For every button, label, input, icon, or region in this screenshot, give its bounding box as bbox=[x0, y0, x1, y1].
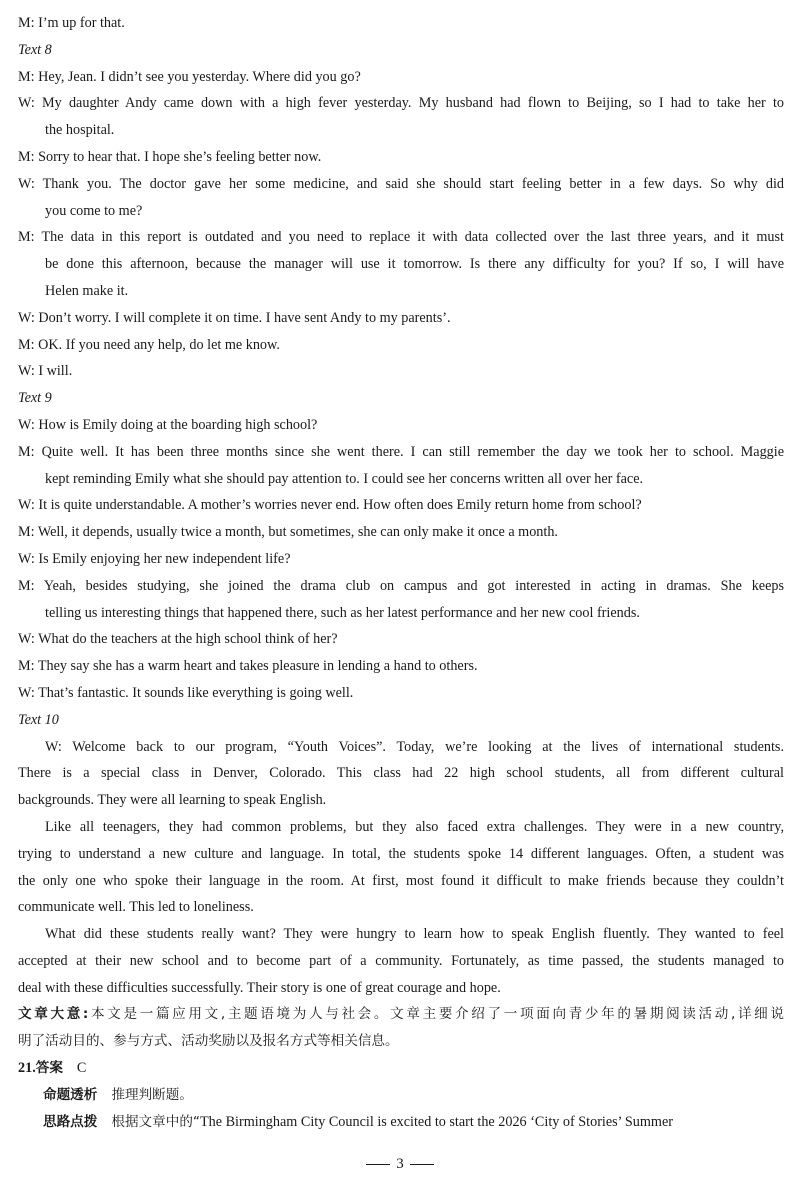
dialogue-line: W: It is quite understandable. A mother’s worries never end. How often does Emily return home from school? bbox=[18, 497, 642, 514]
dialogue-line: M: OK. If you need any help, do let me know. bbox=[18, 336, 280, 353]
dialogue-line: W: I will. bbox=[18, 363, 73, 380]
dialogue-continuation: you come to me? bbox=[45, 202, 143, 219]
summary-label: 文章大意: bbox=[18, 1006, 89, 1023]
dialogue-line: W: Thank you. The doctor gave her some medicine, and said she should start feeling better in a few days. So why did bbox=[18, 175, 784, 192]
dialogue-line: M: The data in this report is outdated and you need to replace it with data collected over the last three years, and it must bbox=[18, 229, 784, 246]
dialogue-line: W: How is Emily doing at the boarding high school? bbox=[18, 416, 318, 433]
dialogue-line: M: Sorry to hear that. I hope she’s feeling better now. bbox=[18, 148, 322, 165]
dialogue-line: M: Yeah, besides studying, she joined the drama club on campus and got interested in acting in dramas. She keeps bbox=[18, 577, 784, 594]
monologue-line: trying to understand a new culture and language. In total, the students spoke 14 different languages. Often, a student was bbox=[18, 845, 784, 862]
dialogue-continuation: Helen make it. bbox=[45, 282, 129, 299]
monologue-line: communicate well. This led to loneliness. bbox=[18, 899, 254, 916]
section-heading: Text 8 bbox=[18, 41, 52, 58]
monologue-paragraph-start: W: Welcome back to our program, “Youth Voices”. Today, we’re looking at the lives of international students. bbox=[45, 738, 784, 755]
dialogue-line: M: I’m up for that. bbox=[18, 15, 125, 31]
hint-label: 思路点拨 bbox=[43, 1113, 98, 1130]
answer-line bbox=[18, 1055, 784, 1082]
monologue-line: deal with these difficulties successfully. Their story is one of great courage and hope. bbox=[18, 979, 501, 996]
summary-text-1: 本文是一篇应用文,主题语境为人与社会。文章主要介绍了一项面向青少年的暑期阅读活动,详细说 bbox=[88, 1006, 785, 1023]
hint-text-cn: 根据文章中的“ bbox=[111, 1113, 200, 1130]
page-footer bbox=[0, 1153, 800, 1175]
analysis-text: 推理判断题。 bbox=[111, 1086, 193, 1103]
transcript bbox=[18, 10, 784, 1001]
dialogue-line: W: My daughter Andy came down with a high fever yesterday. My husband had flown to Beijing, so I had to take her to bbox=[18, 95, 784, 112]
dialogue-line: M: Well, it depends, usually twice a month, but sometimes, she can only make it once a month. bbox=[18, 524, 558, 541]
monologue-paragraph-start: What did these students really want? They were hungry to learn how to speak English fluently. They wanted to feel bbox=[45, 926, 784, 943]
hint-text-en: The Birmingham City Council is excited to start the 2026 ‘City of Stories’ Summer bbox=[199, 1113, 673, 1130]
question-number: 21. bbox=[18, 1060, 36, 1077]
answer-value: C bbox=[76, 1060, 87, 1077]
section-heading: Text 10 bbox=[18, 711, 59, 728]
monologue-line: There is a special class in Denver, Colorado. This class had 22 high school students, all from different cultural bbox=[18, 765, 784, 782]
monologue-line: the only one who spoke their language in the room. At first, most found it difficult to make friends because they couldn’t bbox=[18, 872, 784, 889]
dialogue-line: W: That’s fantastic. It sounds like everything is going well. bbox=[18, 684, 354, 701]
dialogue-line: M: They say she has a warm heart and takes pleasure in lending a hand to others. bbox=[18, 658, 478, 675]
footer-dash-left bbox=[366, 1164, 390, 1165]
dialogue-line: M: Hey, Jean. I didn’t see you yesterday. Where did you go? bbox=[18, 68, 361, 85]
dialogue-line: W: Don’t worry. I will complete it on time. I have sent Andy to my parents’. bbox=[18, 309, 451, 326]
dialogue-continuation: the hospital. bbox=[45, 122, 115, 139]
monologue-paragraph-start: Like all teenagers, they had common problems, but they also faced extra challenges. They were in a new country, bbox=[45, 818, 784, 835]
answer-label: 答案 bbox=[35, 1060, 63, 1077]
dialogue-line: M: Quite well. It has been three months since she went there. I can still remember the day we took her to school. Maggie bbox=[18, 443, 784, 460]
monologue-line: accepted at their new school and to become part of a community. Fortunately, as time passed, the students managed to bbox=[18, 952, 784, 969]
dialogue-continuation: telling us interesting things that happened there, such as her latest performance and her new cool friends. bbox=[45, 604, 640, 621]
monologue-line: backgrounds. They were all learning to speak English. bbox=[18, 792, 327, 809]
analysis-label: 命题透析 bbox=[43, 1086, 98, 1103]
analysis-line bbox=[18, 1082, 784, 1109]
dialogue-line: W: What do the teachers at the high school think of her? bbox=[18, 631, 338, 648]
summary-text-2: 明了活动目的、参与方式、活动奖励以及报名方式等相关信息。 bbox=[18, 1033, 399, 1050]
dialogue-line: W: Is Emily enjoying her new independent life? bbox=[18, 550, 291, 567]
footer-dash-right bbox=[410, 1164, 434, 1165]
article-summary-line-2 bbox=[18, 1028, 784, 1055]
hint-line bbox=[18, 1109, 784, 1136]
dialogue-continuation: kept reminding Emily what she should pay attention to. I could see her concerns written all over her face. bbox=[45, 470, 644, 487]
section-heading: Text 9 bbox=[18, 390, 52, 407]
article-summary-line-1 bbox=[18, 1001, 784, 1028]
page-number: 3 bbox=[396, 1156, 404, 1172]
document-page bbox=[18, 10, 784, 1135]
dialogue-continuation: be done this afternoon, because the manager will use it tomorrow. Is there any difficulty for you? If so, I will have bbox=[45, 256, 784, 273]
